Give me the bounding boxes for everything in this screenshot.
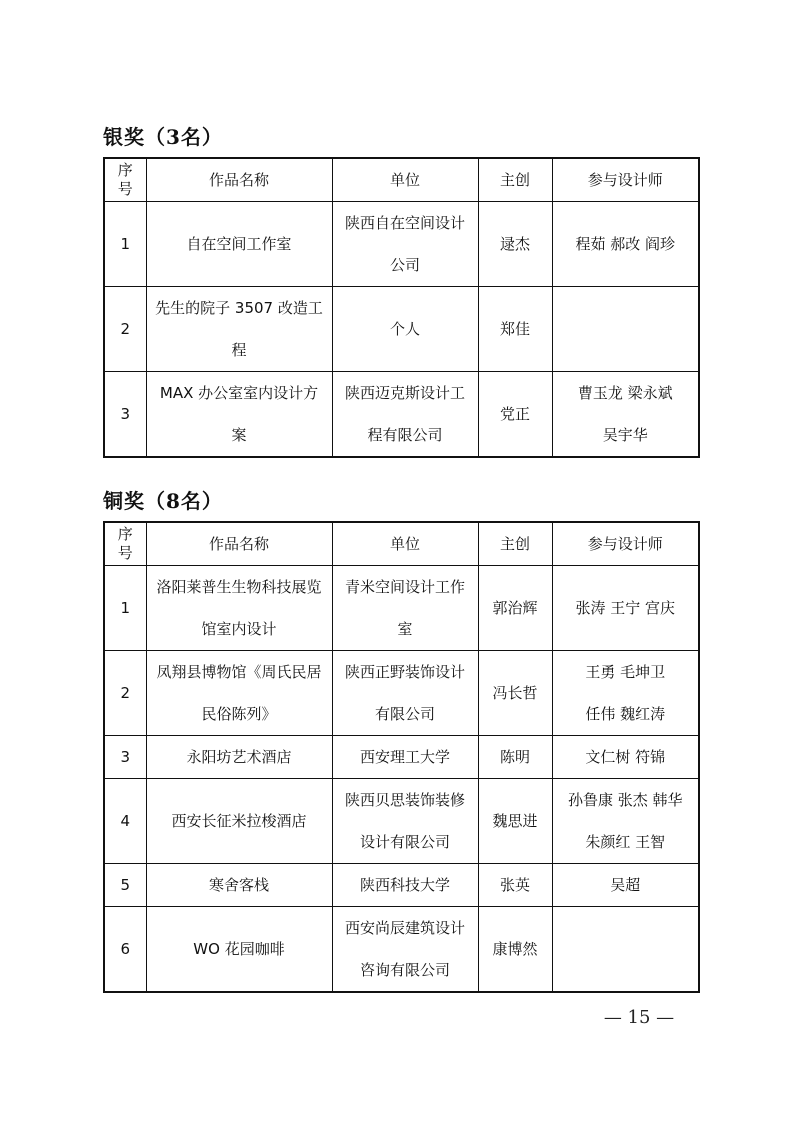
designer-names-line: 孙鲁康 张杰 韩华 xyxy=(567,791,683,809)
lead-cell: 冯长哲 xyxy=(478,651,552,736)
designer-names-line: 王勇 毛坤卫 xyxy=(585,663,666,681)
work-cell: 寒舍客栈 xyxy=(146,864,332,907)
table-row xyxy=(104,651,699,736)
unit-cell: 青米空间设计工作室 xyxy=(332,566,478,651)
bronze-award-table xyxy=(103,521,700,993)
header-designers: 参与设计师 xyxy=(552,158,699,202)
header-work: 作品名称 xyxy=(146,158,332,202)
lead-cell: 张英 xyxy=(478,864,552,907)
seq-cell: 2 xyxy=(104,651,146,736)
designer-names-line: 曹玉龙 梁永斌 xyxy=(577,384,673,402)
header-lead: 主创 xyxy=(478,522,552,566)
header-designers: 参与设计师 xyxy=(552,522,699,566)
unit-cell: 陕西科技大学 xyxy=(332,864,478,907)
table-row xyxy=(104,566,699,651)
designers-cell xyxy=(552,202,699,287)
unit-cell: 陕西迈克斯设计工程有限公司 xyxy=(332,372,478,458)
header-row xyxy=(104,522,699,566)
header-row xyxy=(104,158,699,202)
unit-cell: 西安尚辰建筑设计咨询有限公司 xyxy=(332,907,478,993)
designer-names-line: 张涛 王宁 宫庆 xyxy=(575,599,676,617)
table-header xyxy=(104,158,699,202)
table-body xyxy=(104,202,699,458)
table-row xyxy=(104,287,699,372)
designers-cell xyxy=(552,651,699,736)
work-cell: 洛阳莱普生生物科技展览馆室内设计 xyxy=(146,566,332,651)
unit-cell: 陕西贝思装饰装修设计有限公司 xyxy=(332,779,478,864)
bronze-award-title: 铜奖（8名） xyxy=(103,489,223,513)
lead-cell: 逯杰 xyxy=(478,202,552,287)
table-row xyxy=(104,736,699,779)
designer-names-line: 吴宇华 xyxy=(602,426,648,444)
work-cell: 凤翔县博物馆《周氏民居民俗陈列》 xyxy=(146,651,332,736)
seq-cell: 4 xyxy=(104,779,146,864)
work-cell: 自在空间工作室 xyxy=(146,202,332,287)
unit-cell: 个人 xyxy=(332,287,478,372)
seq-cell: 6 xyxy=(104,907,146,993)
designers-cell xyxy=(552,907,699,993)
silver-award-table xyxy=(103,157,700,458)
designers-cell xyxy=(552,287,699,372)
table-row xyxy=(104,372,699,458)
unit-cell: 陕西自在空间设计公司 xyxy=(332,202,478,287)
lead-cell: 陈明 xyxy=(478,736,552,779)
designer-names-line: 文仁树 符锦 xyxy=(585,748,666,766)
lead-cell: 魏思进 xyxy=(478,779,552,864)
header-work: 作品名称 xyxy=(146,522,332,566)
silver-award-title: 银奖（3名） xyxy=(103,125,223,149)
page-number: — 15 — xyxy=(603,1007,675,1028)
header-seq: 序号 xyxy=(104,158,146,202)
table-row xyxy=(104,907,699,993)
header-unit: 单位 xyxy=(332,158,478,202)
designers-cell xyxy=(552,779,699,864)
designers-cell xyxy=(552,372,699,458)
table-row xyxy=(104,202,699,287)
seq-cell: 3 xyxy=(104,736,146,779)
header-seq: 序号 xyxy=(104,522,146,566)
work-cell: 西安长征米拉梭酒店 xyxy=(146,779,332,864)
unit-cell: 陕西正野装饰设计有限公司 xyxy=(332,651,478,736)
header-unit: 单位 xyxy=(332,522,478,566)
work-cell: WO 花园咖啡 xyxy=(146,907,332,993)
designers-cell xyxy=(552,736,699,779)
seq-cell: 5 xyxy=(104,864,146,907)
unit-cell: 西安理工大学 xyxy=(332,736,478,779)
seq-cell: 1 xyxy=(104,566,146,651)
header-lead: 主创 xyxy=(478,158,552,202)
work-cell: 永阳坊艺术酒店 xyxy=(146,736,332,779)
seq-cell: 1 xyxy=(104,202,146,287)
lead-cell: 郑佳 xyxy=(478,287,552,372)
table-row xyxy=(104,779,699,864)
designer-names-line: 吴超 xyxy=(610,876,641,894)
designers-cell xyxy=(552,864,699,907)
lead-cell: 康博然 xyxy=(478,907,552,993)
seq-cell: 3 xyxy=(104,372,146,458)
lead-cell: 郭治辉 xyxy=(478,566,552,651)
designer-names-line: 任伟 魏红涛 xyxy=(585,705,666,723)
seq-cell: 2 xyxy=(104,287,146,372)
table-body xyxy=(104,566,699,993)
work-cell: MAX 办公室室内设计方案 xyxy=(146,372,332,458)
designer-names-line: 程茹 郝改 阎珍 xyxy=(575,235,676,253)
designer-names-line: 朱颜红 王智 xyxy=(585,833,666,851)
designers-cell xyxy=(552,566,699,651)
table-row xyxy=(104,864,699,907)
lead-cell: 党正 xyxy=(478,372,552,458)
work-cell: 先生的院子 3507 改造工程 xyxy=(146,287,332,372)
table-header xyxy=(104,522,699,566)
